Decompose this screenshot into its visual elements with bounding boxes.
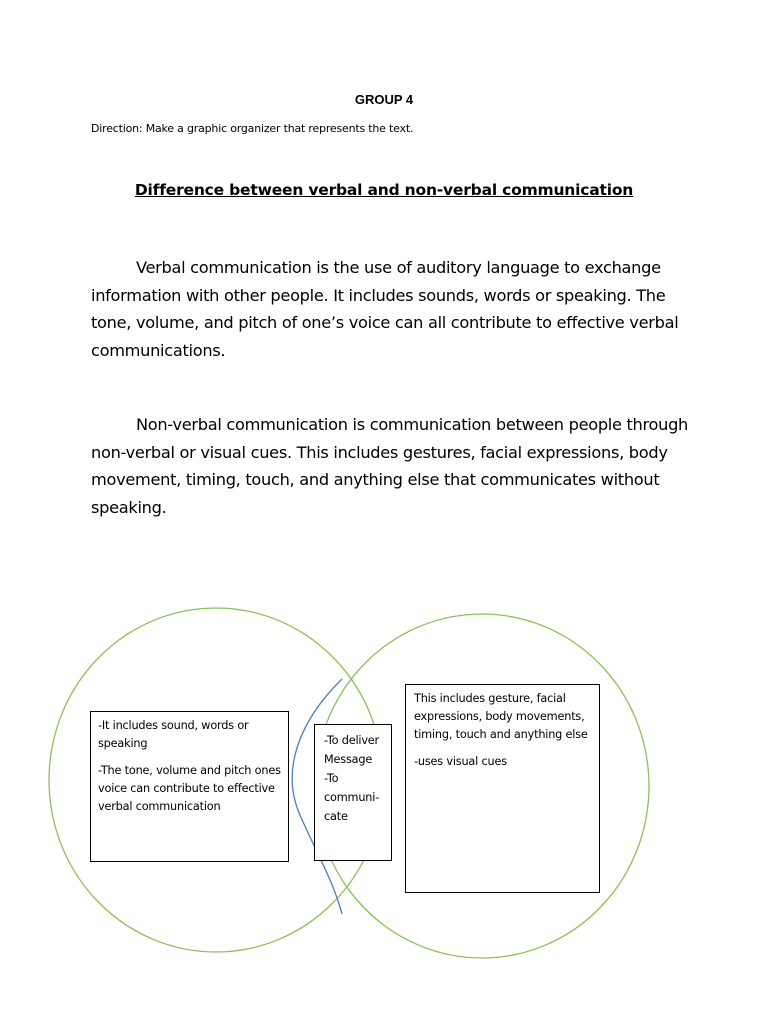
- verbal-paragraph-text: Verbal communication is the use of auditory language to exchange information with other people. It includes sounds, words or speaking. The tone, volume, and pitch of one’s voice can all contribute to effective verbal communications.: [91, 258, 679, 360]
- nonverbal-box: [405, 684, 600, 893]
- nonverbal-paragraph-text: Non-verbal communication is communication between people through non-verbal or visual cues. This includes gestures, facial expressions, body movement, timing, touch, and anything else that communicates without speaking.: [91, 415, 689, 517]
- shared-box-point-1: -To deliver Message: [324, 734, 380, 766]
- verbal-box-point-2: -The tone, volume and pitch ones voice can contribute to effective verbal communication: [98, 764, 281, 813]
- nonverbal-box-point-1: This includes gesture, facial expressions, body movements, timing, touch and anything else: [414, 692, 588, 741]
- shared-box-point-2: -To communi-cate: [324, 772, 380, 823]
- document-title: Difference between verbal and non-verbal communication: [134, 181, 634, 199]
- direction-text: Direction: Make a graphic organizer that represents the text.: [91, 122, 414, 135]
- group-label: GROUP 4: [354, 92, 414, 107]
- shared-box: [314, 724, 392, 861]
- nonverbal-box-point-2: -uses visual cues: [414, 755, 507, 768]
- verbal-box-point-1: -It includes sound, words or speaking: [98, 719, 249, 750]
- verbal-box: [90, 711, 289, 862]
